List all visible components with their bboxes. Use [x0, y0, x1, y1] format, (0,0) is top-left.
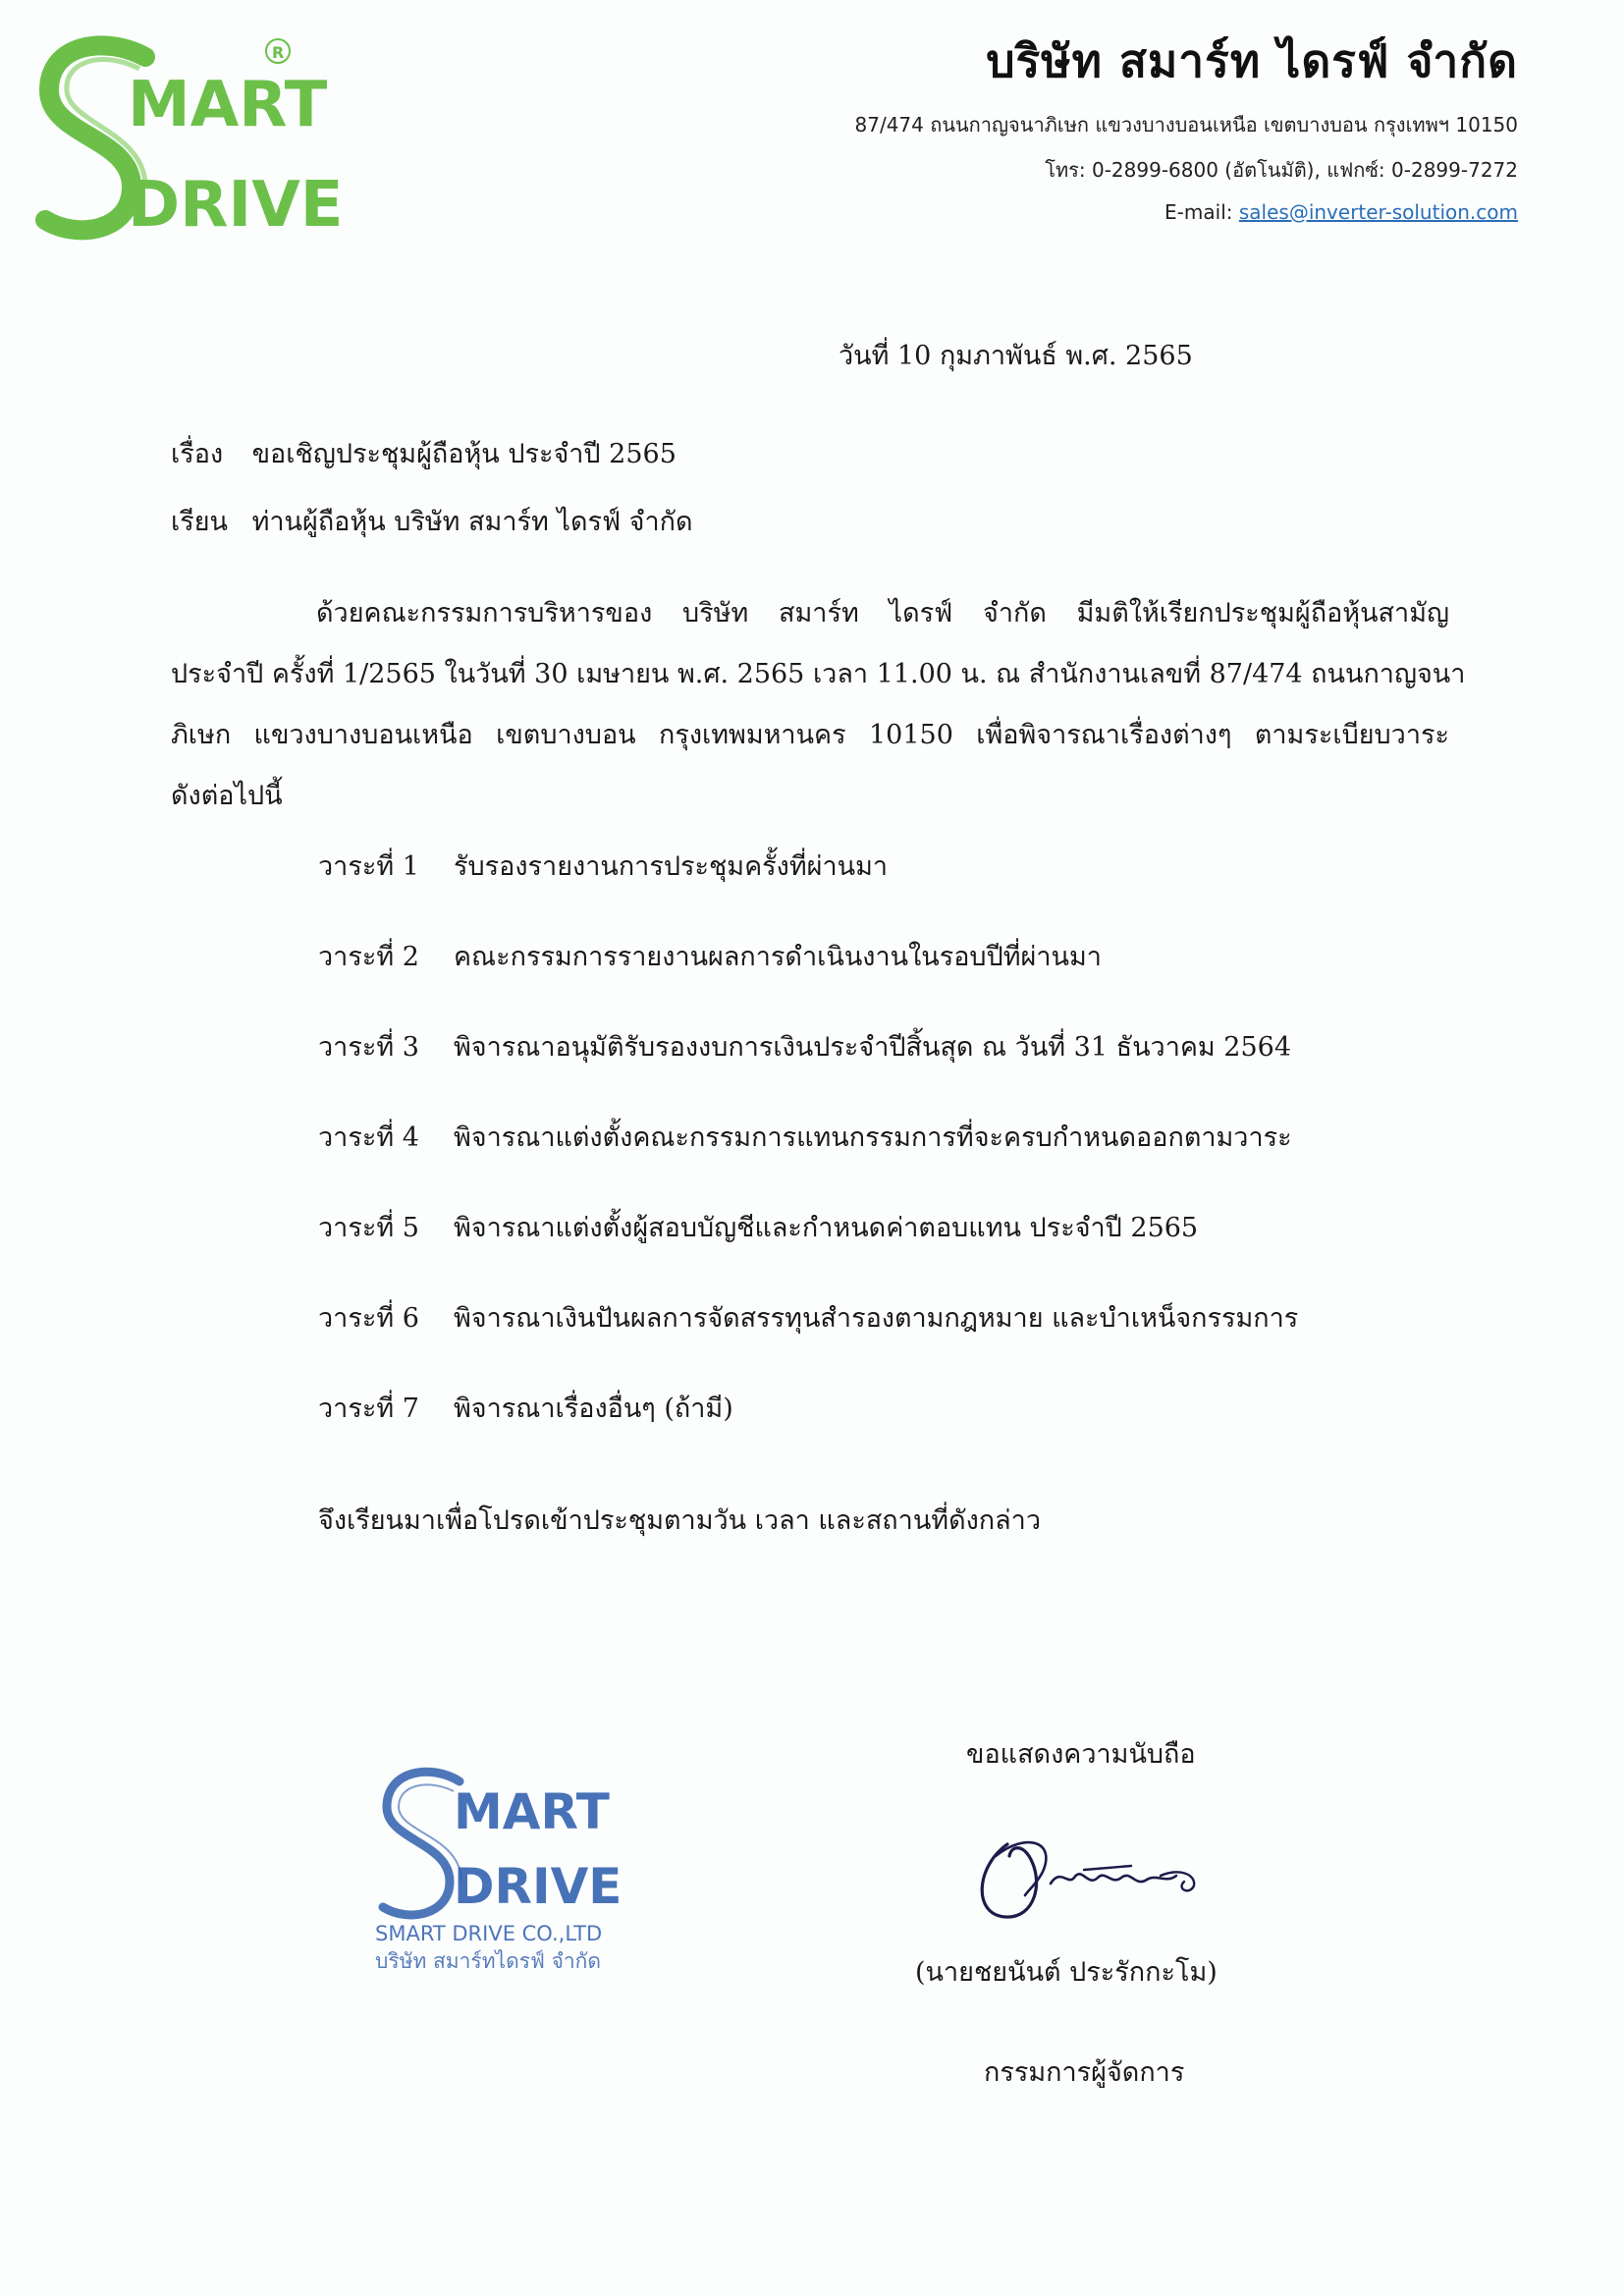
subject-text: ขอเชิญประชุมผู้ถือหุ้น ประจำปี 2565 [251, 439, 677, 469]
letter-date: วันที่ 10 กุมภาพันธ์ พ.ศ. 2565 [839, 341, 1193, 371]
agenda-item [318, 1296, 1298, 1339]
body-line: ดังต่อไปนี้ [171, 781, 283, 811]
agenda-item [318, 1206, 1198, 1248]
agenda-text: พิจารณาแต่งตั้งคณะกรรมการแทนกรรมการที่จะครบกำหนดออกตามวาระ [454, 1122, 1292, 1153]
agenda-number: วาระที่ 6 [318, 1303, 419, 1334]
agenda-item [318, 1387, 733, 1429]
subject-label: เรื่อง [171, 439, 224, 469]
agenda-number: วาระที่ 3 [318, 1032, 419, 1063]
signer-title: กรรมการผู้จัดการ [984, 2057, 1185, 2088]
closing-text: จึงเรียนมาเพื่อโปรดเข้าประชุมตามวัน เวลา และสถานที่ดังกล่าว [318, 1505, 1042, 1536]
recipient-label: เรียน [171, 507, 229, 537]
company-email [1164, 200, 1518, 224]
agenda-number: วาระที่ 1 [318, 851, 419, 882]
email-link[interactable]: sales@inverter-solution.com [1238, 200, 1518, 224]
stamp-text-company-en: SMART DRIVE CO.,LTD [375, 1922, 603, 1945]
agenda-text: พิจารณาเรื่องอื่นๆ (ถ้ามี) [454, 1394, 733, 1424]
subject-line [171, 432, 677, 474]
logo-text-mart: MART [128, 69, 328, 141]
agenda-number: วาระที่ 2 [318, 942, 419, 972]
agenda-text: พิจารณาเงินปันผลการจัดสรรทุนสำรองตามกฎหมาย และบำเหน็จกรรมการ [454, 1303, 1299, 1334]
svg-text:R: R [272, 43, 285, 62]
regards-text: ขอแสดงความนับถือ [966, 1739, 1196, 1770]
agenda-item [318, 845, 888, 887]
company-logo [37, 29, 344, 255]
company-stamp-icon [373, 1758, 638, 1974]
handwritten-signature-icon [966, 1827, 1221, 1935]
signer-name: (นายชยนันต์ ประรักกะโม) [915, 1957, 1218, 1988]
stamp-text-mart: MART [454, 1783, 610, 1840]
agenda-text: พิจารณาอนุมัติรับรองงบการเงินประจำปีสิ้นสุด ณ วันที่ 31 ธันวาคม 2564 [454, 1032, 1292, 1063]
body-line: ภิเษก แขวงบางบอนเหนือ เขตบางบอน กรุงเทพมหานคร 10150 เพื่อพิจารณาเรื่องต่างๆ ตามระเบียบวาระ [171, 720, 1449, 750]
agenda-item [318, 1025, 1291, 1067]
logo-text-drive: DRIVE [128, 169, 344, 242]
company-phone-fax: โทร: 0-2899-6800 (อัตโนมัติ), แฟกซ์: 0-2899-7272 [1045, 158, 1518, 182]
stamp-text-drive: DRIVE [454, 1858, 623, 1915]
body-line: ประจำปี ครั้งที่ 1/2565 ในวันที่ 30 เมษายน พ.ศ. 2565 เวลา 11.00 น. ณ สำนักงานเลขที่ 87/474 ถนนกาญจนา [171, 659, 1466, 689]
agenda-text: พิจารณาแต่งตั้งผู้สอบบัญชีและกำหนดค่าตอบแทน ประจำปี 2565 [454, 1213, 1199, 1243]
agenda-item [318, 935, 1102, 977]
company-stamp [373, 1758, 638, 1974]
recipient-text: ท่านผู้ถือหุ้น บริษัท สมาร์ท ไดรฟ์ จำกัด [251, 507, 693, 537]
agenda-number: วาระที่ 4 [318, 1122, 419, 1153]
company-address: 87/474 ถนนกาญจนาภิเษก แขวงบางบอนเหนือ เขตบางบอน กรุงเทพฯ 10150 [854, 113, 1518, 137]
email-label: E-mail: [1164, 200, 1239, 224]
recipient-line [171, 500, 693, 542]
agenda-item [318, 1116, 1292, 1158]
stamp-text-company-th: บริษัท สมาร์ทไดรฟ์ จำกัด [375, 1949, 602, 1973]
agenda-number: วาระที่ 7 [318, 1394, 419, 1424]
agenda-text: รับรองรายงานการประชุมครั้งที่ผ่านมา [454, 851, 889, 882]
agenda-number: วาระที่ 5 [318, 1213, 419, 1243]
body-line: ด้วยคณะกรรมการบริหารของ บริษัท สมาร์ท ไดรฟ์ จำกัด มีมติให้เรียกประชุมผู้ถือหุ้นสามัญ [316, 598, 1449, 629]
company-name: บริษัท สมาร์ท ไดรฟ์ จำกัด [986, 34, 1518, 87]
agenda-text: คณะกรรมการรายงานผลการดำเนินงานในรอบปีที่ผ่านมา [454, 942, 1102, 972]
smart-drive-logo-icon [37, 29, 344, 255]
